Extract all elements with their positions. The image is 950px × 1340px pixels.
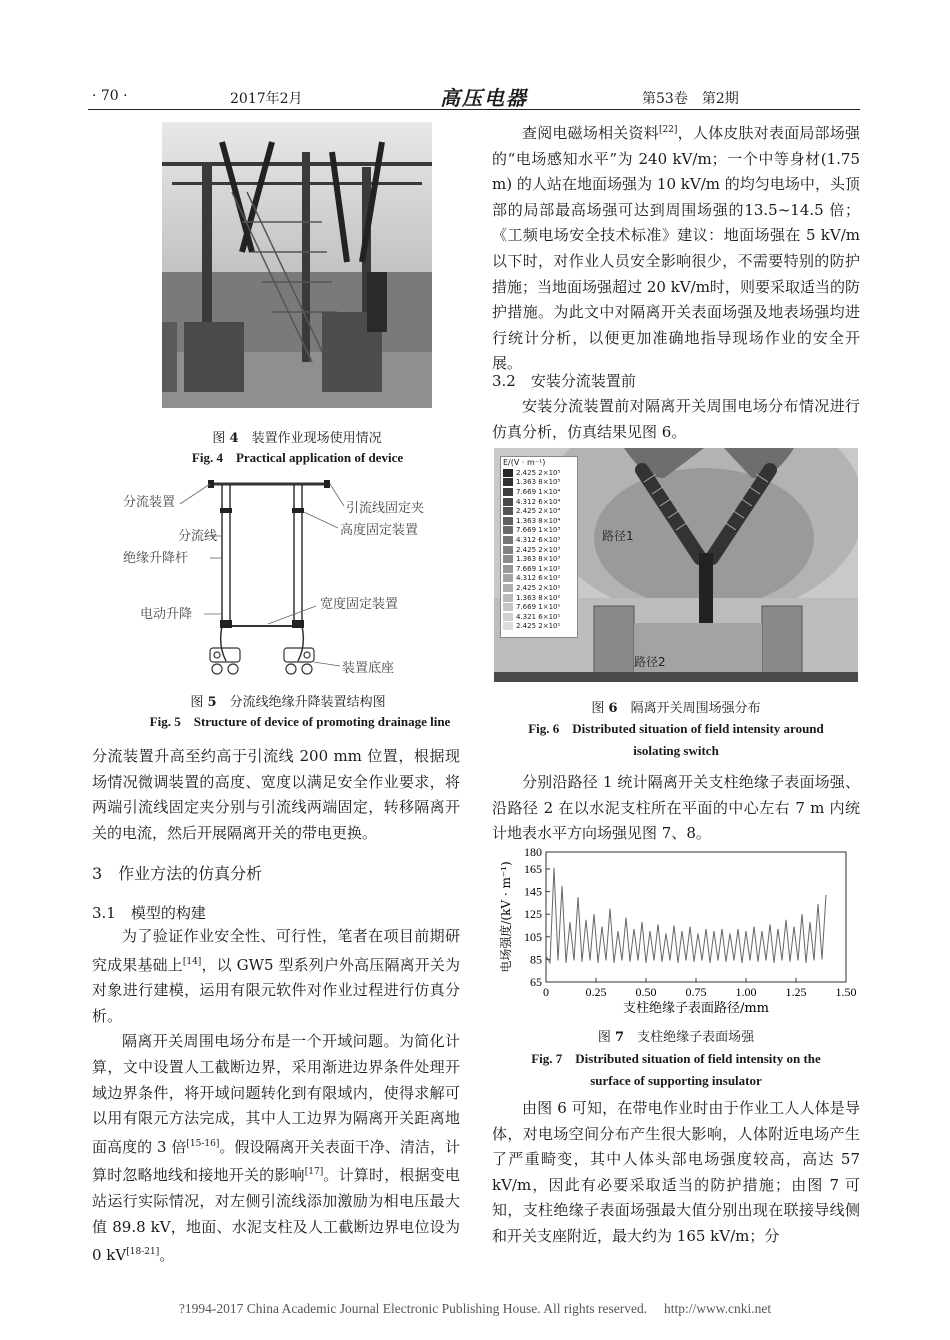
legend-row — [501, 516, 577, 526]
legend-value: 4.321 6×10¹ — [516, 612, 561, 621]
field-intensity-series — [546, 868, 826, 963]
right-para-1: 查阅电磁场相关资料[22]，人体皮肤对表面局部场强的“电场感知水平”为 240 kV/m；一个中等身材(1.75 m) 的人站在地面场强为 10 kV/m 的均匀电场中，头顶部的局部最高场强可达到周围场强的13.5~14.5 倍；《工频电场安全技术标准》建议：地面场强在 5 kV/m 以下时，对作业人员安全影响很少，不需要特别的防护措施；当地面场强超过 20 kV/m时，则要采取适当的防护措施。为此文中对隔离开关表面场强及地表场强均进行统计分析，以便更加准确地指导现场作业的安全开展。 — [492, 124, 860, 373]
legend-swatch — [503, 555, 513, 563]
y-tick-label: 145 — [524, 884, 542, 899]
legend-swatch — [503, 498, 513, 506]
legend-row — [501, 612, 577, 622]
label-base: 装置底座 — [342, 661, 395, 676]
legend-swatch — [503, 546, 513, 554]
legend-row — [501, 545, 577, 555]
legend-value: 1.363 8×10³ — [516, 555, 561, 564]
section-3-1-heading: 3.1 模型的构建 — [92, 904, 206, 922]
fig7-chart — [494, 846, 864, 1018]
right-para-4: 由图 6 可知，在带电作业时由于作业工人人体是导体，对电场空间分布产生很大影响，人体附近电场产生了严重畸变，其中人体头部电场强度较高，高达 57 kV/m，因此有必要采取适当的防护措施；由图 7 可知，支柱绝缘子表面场强最大值分别出现在联接导线侧和开关支座附近，最大约为 165 kV/m；分 — [492, 1099, 860, 1245]
legend-swatch — [503, 603, 513, 611]
legend-row — [501, 535, 577, 545]
x-axis-label: 支柱绝缘子表面路径/mm — [622, 1001, 770, 1016]
legend-row — [501, 593, 577, 603]
page-number: · 70 · — [92, 88, 128, 104]
legend-value: 7.669 1×10⁴ — [516, 487, 561, 496]
legend-value: 4.312 6×10⁴ — [516, 497, 561, 506]
legend-title: E/(V · m⁻¹) — [503, 458, 546, 467]
x-tick-label: 1.25 — [785, 985, 807, 999]
legend-swatch — [503, 478, 513, 486]
y-tick-label: 180 — [524, 846, 542, 859]
fig7-caption-en: Fig. 7 Distributed situation of field intensity on the surface of supporting insulator — [531, 1051, 821, 1088]
section-3-heading: 3 作业方法的仿真分析 — [92, 864, 263, 883]
legend-row — [501, 583, 577, 593]
legend-row — [501, 554, 577, 564]
legend-row — [501, 497, 577, 507]
legend-row — [501, 487, 577, 497]
legend-value: 7.669 1×10¹ — [516, 603, 561, 612]
y-tick-label: 65 — [530, 975, 542, 989]
legend-swatch — [503, 594, 513, 602]
y-axis-label: 电场强度/(kV · m⁻¹) — [499, 861, 513, 973]
legend-row — [501, 622, 577, 632]
legend-swatch — [503, 613, 513, 621]
legend-swatch — [503, 507, 513, 515]
legend-row — [501, 506, 577, 516]
legend-swatch — [503, 574, 513, 582]
label-width-fix: 宽度固定装置 — [320, 597, 399, 612]
legend-value: 2.425 2×10⁵ — [516, 468, 561, 477]
fig6-caption-cn: 图 6 隔离开关周围场强分布 — [591, 701, 761, 716]
legend-value: 4.312 6×10² — [516, 574, 561, 583]
fig4-caption-en: Fig. 4 Practical application of device — [191, 450, 404, 465]
legend-value: 2.425 2×10² — [516, 583, 561, 592]
x-tick-label: 1.50 — [835, 985, 857, 999]
label-shunt-device: 分流装置 — [123, 495, 176, 510]
legend-row — [501, 468, 577, 478]
y-tick-label: 125 — [524, 907, 542, 922]
legend-swatch — [503, 517, 513, 525]
fig4-photo — [162, 122, 432, 408]
legend-row — [501, 574, 577, 584]
fig6-field-plot — [494, 448, 858, 682]
y-tick-label: 105 — [524, 929, 542, 944]
legend-row — [501, 526, 577, 536]
legend-row — [501, 564, 577, 574]
legend-swatch — [503, 488, 513, 496]
legend-swatch — [503, 622, 513, 630]
legend-swatch — [503, 536, 513, 544]
path2-label: 路径2 — [634, 655, 666, 669]
legend-swatch — [503, 469, 513, 477]
y-tick-label: 85 — [530, 952, 542, 967]
x-tick-label: 0.25 — [585, 985, 607, 999]
volume-info: 第53卷 第2期 — [642, 91, 739, 107]
x-tick-label: 0.50 — [635, 985, 657, 999]
fig5-caption-en: Fig. 5 Structure of device of promoting drainage line — [149, 714, 451, 729]
label-lead-clamp: 引流线固定夹 — [346, 501, 425, 516]
y-tick-label: 165 — [524, 861, 542, 876]
fig7-caption-cn: 图 7 支柱绝缘子表面场强 — [597, 1030, 755, 1045]
fig6-caption-en: Fig. 6 Distributed situation of field intensity around isolating switch — [528, 721, 824, 758]
legend-value: 1.363 8×10⁴ — [516, 516, 561, 525]
legend-row — [501, 478, 577, 488]
label-electric-lift: 电动升降 — [140, 607, 193, 622]
label-insulated-rod: 绝缘升降杆 — [123, 551, 189, 566]
right-para-3: 分别沿路径 1 统计隔离开关支柱绝缘子表面场强、沿路径 2 在以水泥支柱所在平面的中心左右 7 m 内统计地表水平方向场强见图 7、8。 — [492, 773, 860, 843]
legend-value: 2.425 2×10³ — [516, 545, 561, 554]
fig5-caption-cn: 图 5 分流线绝缘升降装置结构图 — [190, 695, 386, 710]
legend-swatch — [503, 565, 513, 573]
legend-row — [501, 602, 577, 612]
legend-value: 2.425 2×10¹ — [516, 622, 561, 631]
fig4-caption-cn: 图 4 装置作业现场使用情况 — [212, 431, 382, 446]
issue-date: 2017年2月 — [230, 91, 303, 107]
fig6-legend — [500, 456, 578, 638]
legend-value: 2.425 2×10⁴ — [516, 507, 561, 516]
legend-value: 4.312 6×10³ — [516, 535, 561, 544]
legend-value: 1.363 8×10² — [516, 593, 561, 602]
left-para-2: 为了验证作业安全性、可行性，笔者在项目前期研究成果基础上[14]，以 GW5 型系列户外高压隔离开关为对象进行建模，运用有限元软件对作业过程进行仿真分析。 隔离开关周围电场分布是一个开域问题。为简化计算，文中设置人工截断边界，采用渐进边界条件处理开域边界条件，将开域问题转化到有限域内，使得求解可以用有限元方法完成，其中人工边界为隔离开关距离地面高度的 3 倍[15-16]。假设隔离开关表面干净、清洁，计算时忽略地线和接地开关的影响[17]。计算时，根据变电站运行实际情况，对左侧引流线添加激励为相电压最大值 89.8 kV，地面、水泥支柱及人工截断边界电位设为 0 kV[18-21]。 — [92, 927, 460, 1265]
left-para-1: 分流装置升高至约高于引流线 200 mm 位置，根据现场情况微调装置的高度、宽度以满足安全作业要求，将两端引流线固定夹分别与引流线两端固定，转移隔离开关的电流，然后开展隔离开关的带电更换。 — [92, 747, 460, 842]
fig5-diagram — [118, 476, 458, 686]
right-para-2: 安装分流装置前对隔离开关周围电场分布情况进行仿真分析，仿真结果见图 6。 — [492, 397, 860, 441]
copyright-footer: ?1994-2017 China Academic Journal Electronic Publishing House. All rights reserved. http://www.cnki.net — [178, 1301, 772, 1316]
legend-swatch — [503, 526, 513, 534]
legend-value: 7.669 1×10³ — [516, 526, 561, 535]
legend-value: 7.669 1×10² — [516, 564, 561, 573]
path1-label: 路径1 — [602, 529, 634, 543]
label-shunt-line: 分流线 — [178, 529, 218, 544]
journal-logo: 高压电器 — [440, 86, 528, 110]
section-3-2-heading: 3.2 安装分流装置前 — [492, 372, 636, 390]
header-rule — [88, 109, 860, 110]
legend-swatch — [503, 584, 513, 592]
x-tick-label: 1.00 — [735, 985, 757, 999]
plot-frame — [546, 852, 846, 982]
x-tick-label: 0 — [543, 985, 549, 999]
x-tick-label: 0.75 — [685, 985, 707, 999]
label-height-fix: 高度固定装置 — [340, 523, 419, 538]
legend-value: 1.363 8×10⁵ — [516, 478, 561, 487]
